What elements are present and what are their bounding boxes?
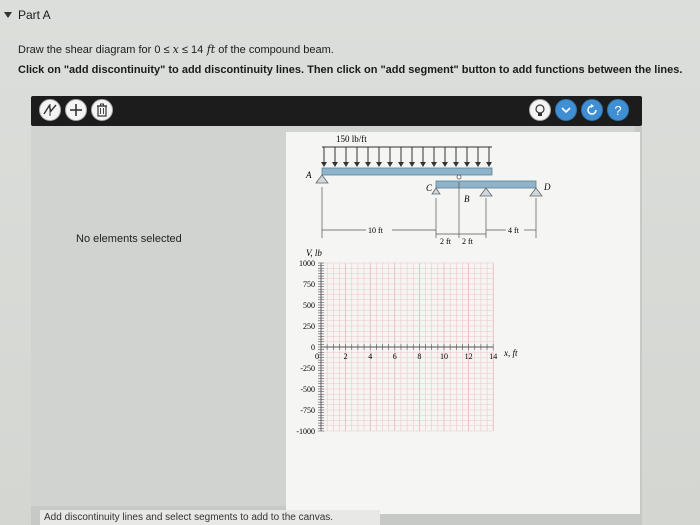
instruction-unit: ft — [203, 43, 216, 56]
dim-label-4ft: 4 ft — [508, 226, 519, 235]
diagram-panel[interactable] — [286, 132, 640, 514]
lower-beam — [436, 181, 536, 188]
y-tick-label: -250 — [300, 364, 315, 373]
plus-icon — [69, 103, 83, 117]
instruction-prefix: Draw the shear diagram for 0 ≤ — [18, 44, 173, 56]
x-tick-label: 12 — [464, 352, 473, 361]
y-tick-label: 750 — [303, 280, 315, 289]
x-tick-label: 4 — [368, 352, 373, 361]
help-button[interactable] — [607, 99, 629, 121]
upper-beam — [322, 168, 492, 175]
support-c-icon — [432, 188, 440, 194]
x-tick-label: 10 — [440, 352, 448, 361]
support-label-d: D — [544, 182, 551, 192]
instruction-text — [18, 43, 334, 56]
collapse-arrow-icon[interactable] — [4, 12, 12, 18]
instruction-range: ≤ 14 — [178, 44, 204, 56]
part-title: Part A — [18, 8, 51, 22]
instruction-variable: x — [172, 43, 179, 56]
instruction-suffix: of the compound beam. — [215, 44, 334, 56]
hinge-icon — [457, 175, 461, 179]
support-b-icon — [480, 188, 492, 196]
y-axis-label: V, lb — [306, 248, 322, 258]
shear-diagram-chart[interactable] — [286, 247, 640, 497]
reset-icon — [585, 103, 599, 117]
discontinuity-icon — [42, 102, 58, 118]
x-tick-label: 2 — [343, 352, 348, 361]
x-tick-labels — [315, 352, 497, 361]
more-options-button[interactable] — [555, 99, 577, 121]
pin-support-a-icon — [316, 175, 328, 183]
support-label-c: C — [426, 183, 433, 193]
dim-label-2ft-right: 2 ft — [462, 237, 473, 246]
x-tick-label: 0 — [315, 352, 319, 361]
chevron-down-icon — [560, 104, 572, 116]
x-tick-label: 8 — [417, 352, 422, 361]
hint-button[interactable] — [529, 99, 551, 121]
y-tick-label: -500 — [300, 385, 315, 394]
reset-button[interactable] — [581, 99, 603, 121]
add-segment-button[interactable] — [65, 99, 87, 121]
trash-icon — [96, 103, 108, 117]
help-icon: ? — [614, 102, 622, 118]
load-label: 150 lb/ft — [336, 134, 367, 144]
y-tick-label: -750 — [300, 406, 315, 415]
y-tick-label: 1000 — [299, 259, 315, 268]
add-discontinuity-button[interactable] — [39, 99, 61, 121]
support-d-icon — [530, 188, 542, 196]
dim-label-2ft-left: 2 ft — [440, 237, 451, 246]
y-tick-label: -1000 — [296, 427, 315, 436]
instruction-bold: Click on "add discontinuity" to add discontinuity lines. Then click on "add segment" button to add functions between the lines. — [18, 64, 683, 76]
delete-button[interactable] — [91, 99, 113, 121]
y-tick-label: 500 — [303, 301, 315, 310]
support-label-a: A — [306, 170, 312, 180]
lightbulb-icon — [533, 103, 547, 117]
distributed-load-arrows — [321, 147, 492, 167]
x-tick-label: 6 — [392, 352, 397, 361]
status-bar: Add discontinuity lines and select segments to add to the canvas. — [40, 510, 380, 525]
support-label-b: B — [464, 194, 470, 204]
y-tick-label: 250 — [303, 322, 315, 331]
y-tick-label: 0 — [311, 343, 315, 352]
dim-label-10ft: 10 ft — [368, 226, 383, 235]
toolbar — [31, 96, 642, 126]
selection-status: No elements selected — [76, 233, 182, 245]
x-tick-label: 14 — [489, 352, 498, 361]
beam-figure — [286, 132, 640, 252]
y-tick-labels — [296, 259, 315, 436]
x-axis-label: x, ft — [504, 348, 518, 358]
